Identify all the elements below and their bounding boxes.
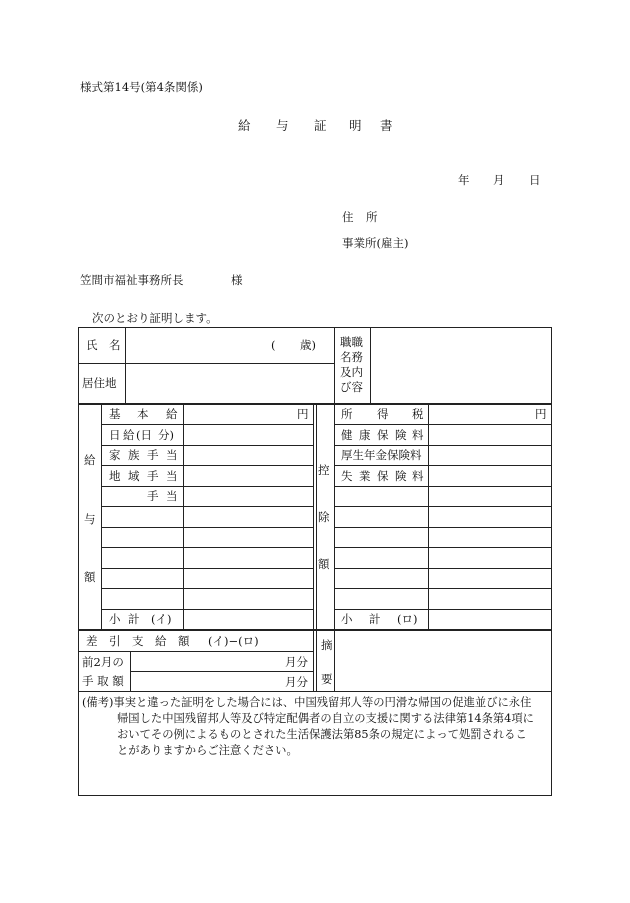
income-group-char: 給: [84, 453, 96, 467]
address-label-char: 所: [366, 210, 378, 224]
income-group-char: 与: [84, 512, 96, 526]
income-label-char: 手: [147, 489, 159, 503]
divider: [101, 404, 102, 630]
row-line: [101, 527, 313, 528]
divider: [313, 404, 314, 630]
income-label-char: 族: [128, 448, 140, 462]
divider: [125, 327, 126, 404]
deduction-label-char: 険: [395, 428, 407, 442]
date-month: 月: [493, 173, 505, 187]
job-label-line: 名務: [340, 350, 363, 364]
row-line: [334, 445, 551, 446]
residence-label: 居住地: [82, 376, 117, 390]
month-unit: 月分: [285, 675, 308, 689]
income-label-char: 域: [128, 469, 140, 483]
net-label-char: 差: [86, 634, 98, 648]
income-label-char: 本: [137, 407, 149, 421]
remarks-label-char: 要: [321, 672, 333, 686]
divider: [316, 404, 317, 630]
date-year: 年: [458, 173, 470, 187]
prev-takehome-label: 前2月の: [82, 655, 124, 669]
deduction-label-char: 険: [395, 469, 407, 483]
row-line: [101, 506, 313, 507]
job-label-line: 及内: [340, 365, 363, 379]
remarks-label-char: 摘: [321, 638, 333, 652]
addressee: 笠間市福祉事務所長: [80, 273, 184, 287]
row-line: [101, 445, 313, 446]
section-divider: [78, 629, 552, 631]
divider: [370, 327, 371, 404]
age-open-paren: (: [271, 338, 276, 352]
income-label-char: 地: [109, 469, 121, 483]
table-border-bottom: [78, 795, 552, 796]
age-unit: 歳): [300, 338, 316, 352]
row-line: [334, 486, 551, 487]
income-label-char: 手: [147, 469, 159, 483]
divider: [316, 631, 317, 691]
deduction-label-char: 料: [412, 428, 424, 442]
form-number: 様式第14号(第4条関係): [80, 80, 203, 94]
title-char: 書: [380, 118, 393, 133]
row-line: [78, 651, 314, 652]
income-subtotal-char: 小: [109, 612, 121, 626]
income-label-char: 給: [123, 428, 135, 442]
prev-takehome-label: 手 取 額: [82, 674, 124, 688]
address-label-char: 住: [342, 210, 354, 224]
employer-label: 事業所(雇主): [342, 236, 409, 250]
section-divider: [78, 691, 552, 692]
deduction-label-char: 料: [412, 469, 424, 483]
income-subtotal-mark: (イ): [151, 612, 172, 626]
section-divider: [78, 403, 552, 405]
row-line: [334, 424, 551, 425]
table-border-right: [551, 327, 552, 796]
divider: [334, 404, 335, 630]
row-line: [334, 609, 551, 610]
deduction-label-char: 税: [412, 407, 424, 421]
month-unit: 月分: [285, 655, 308, 669]
deduction-group-char: 額: [318, 557, 330, 571]
income-label-char: 基: [109, 407, 121, 421]
deduction-label: 厚生年金保険料: [341, 448, 422, 462]
notes-line: (備考)事実と違った証明をした場合には、中国残留邦人等の円滑な帰国の促進並びに永住: [82, 696, 532, 709]
row-line: [101, 609, 313, 610]
deduction-yen-unit: 円: [535, 407, 547, 421]
deduction-group-char: 除: [318, 510, 330, 524]
row-line: [334, 527, 551, 528]
deduction-label-char: 健: [341, 428, 353, 442]
deduction-label-char: 業: [359, 469, 371, 483]
row-line: [130, 671, 314, 672]
net-label-char: 支: [132, 634, 144, 648]
divider: [334, 327, 335, 404]
divider: [313, 631, 314, 691]
income-label-char: (日: [136, 428, 152, 442]
income-subtotal-char: 計: [128, 612, 140, 626]
row-line: [101, 424, 313, 425]
job-label-line: び容: [340, 380, 363, 394]
deduction-label-char: 保: [377, 469, 389, 483]
row-line: [101, 568, 313, 569]
income-label-char: 当: [166, 469, 178, 483]
income-label-char: 給: [166, 407, 178, 421]
notes-line: おいてその例によるものとされた生活保護法第85条の規定によって処罰されるこ: [117, 728, 527, 741]
row-line: [334, 588, 551, 589]
net-label-char: 額: [178, 634, 190, 648]
honorific: 様: [231, 273, 243, 287]
divider: [78, 363, 335, 364]
deduction-label-char: 得: [377, 407, 389, 421]
net-label-char: 引: [109, 634, 121, 648]
row-line: [101, 465, 313, 466]
deduction-label-char: 康: [359, 428, 371, 442]
net-label-formula: (イ)−(ロ): [208, 634, 259, 648]
table-border-left: [78, 327, 79, 796]
net-label-char: 給: [155, 634, 167, 648]
table-border-top: [78, 327, 552, 328]
income-label-char: 手: [147, 448, 159, 462]
notes-line: 帰国した中国残留邦人等及び特定配偶者の自立の支援に関する法律第14条第4項に: [117, 712, 534, 725]
row-line: [101, 486, 313, 487]
job-label-line: 職職: [340, 335, 363, 349]
divider: [334, 631, 335, 691]
income-label-char: 当: [166, 448, 178, 462]
row-line: [101, 547, 313, 548]
deduction-subtotal-mark: (ロ): [397, 612, 418, 626]
deduction-group-char: 控: [318, 463, 330, 477]
row-line: [101, 588, 313, 589]
name-label-char: 名: [109, 338, 121, 352]
notes-line: とがありますからご注意ください。: [117, 744, 298, 757]
title-char: 明: [349, 118, 362, 133]
deduction-subtotal-char: 計: [369, 612, 381, 626]
income-yen-unit: 円: [297, 407, 309, 421]
row-line: [334, 568, 551, 569]
divider: [183, 404, 184, 630]
row-line: [334, 547, 551, 548]
income-label-char: 家: [109, 448, 121, 462]
certify-text: 次のとおり証明します。: [92, 311, 218, 325]
deduction-label-char: 所: [341, 407, 353, 421]
deduction-subtotal-char: 小: [341, 612, 353, 626]
divider: [428, 404, 429, 630]
income-label-char: 日: [109, 428, 121, 442]
title-char: 証: [314, 118, 327, 133]
deduction-label-char: 保: [377, 428, 389, 442]
row-line: [334, 506, 551, 507]
title-char: 与: [276, 118, 289, 133]
deduction-label-char: 失: [341, 469, 353, 483]
row-line: [334, 465, 551, 466]
income-label-char: 分): [158, 428, 174, 442]
income-label-char: 当: [166, 489, 178, 503]
title-char: 給: [238, 118, 251, 133]
name-label-char: 氏: [86, 338, 98, 352]
date-day: 日: [529, 173, 541, 187]
income-group-char: 額: [84, 570, 96, 584]
